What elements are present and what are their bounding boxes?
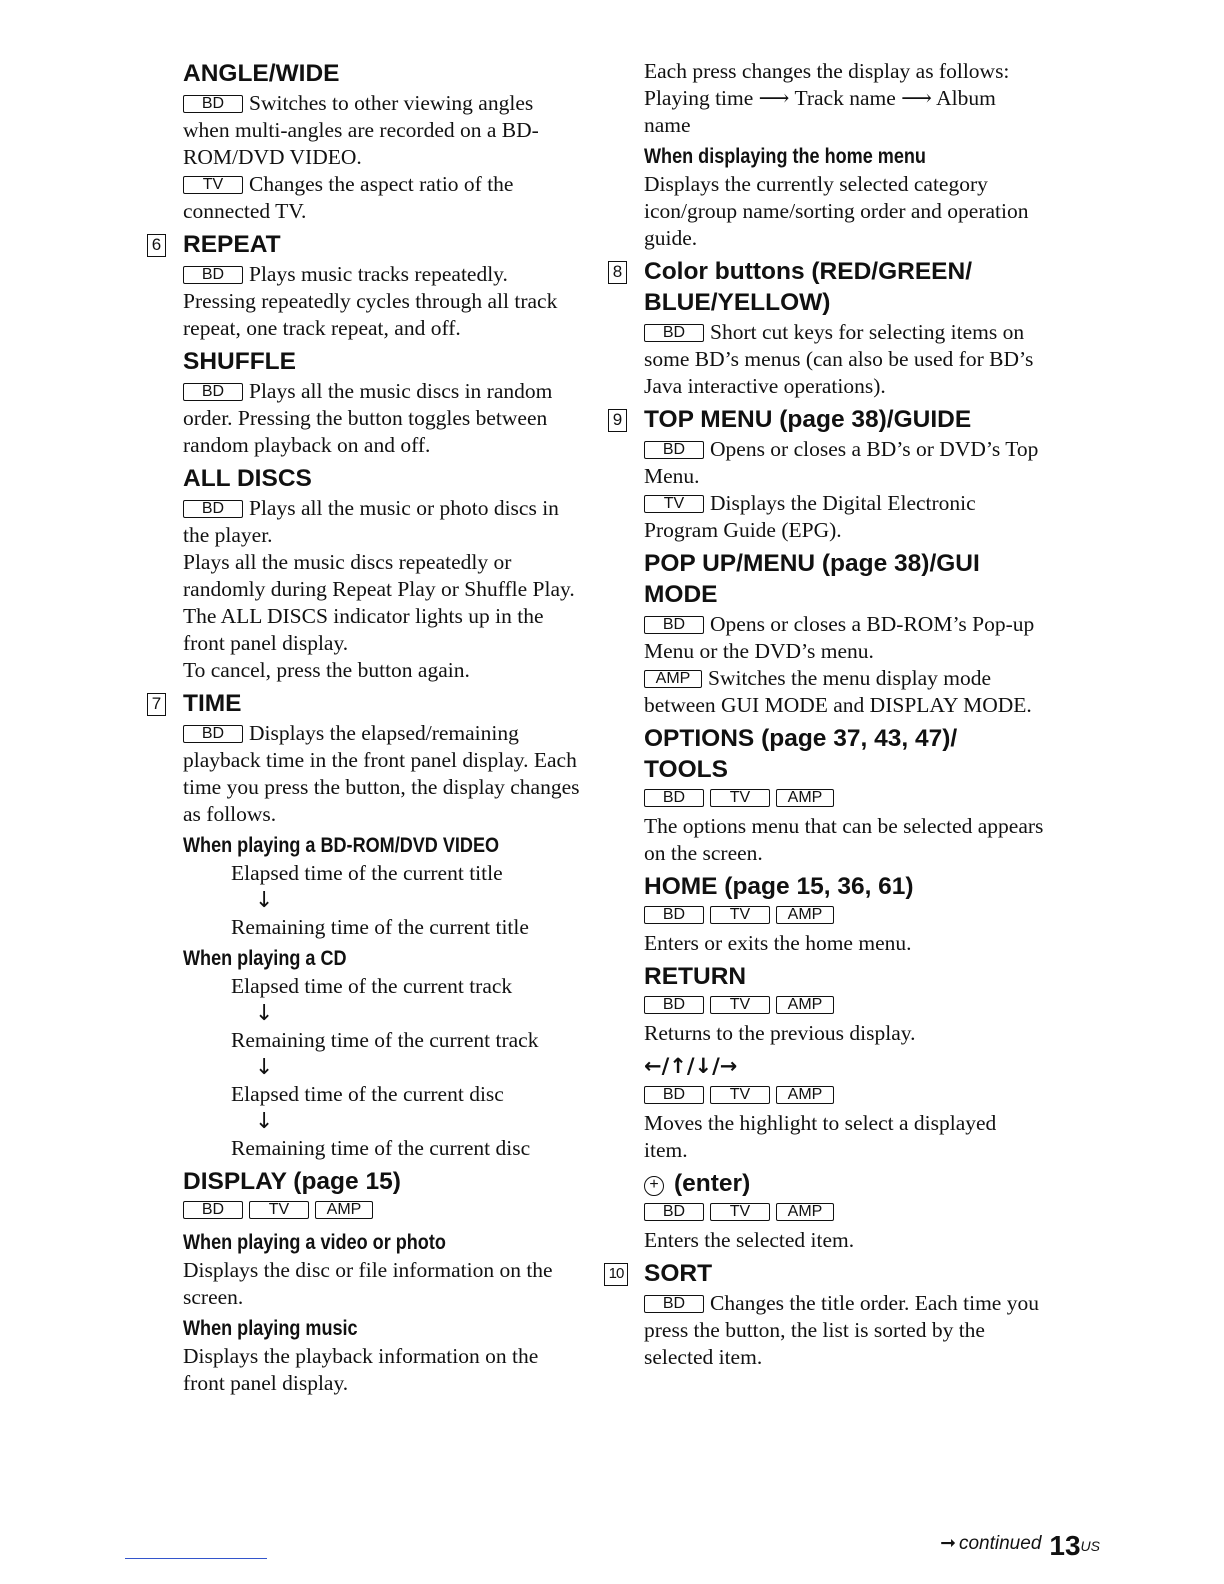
amp-badge: AMP [644, 670, 702, 688]
amp-badge: AMP [776, 1203, 834, 1221]
footer-rule [125, 1558, 267, 1559]
tv-badge: TV [710, 996, 770, 1014]
tv-badge: TV [710, 1086, 770, 1104]
return-badges [644, 993, 1044, 1020]
item-number-8: 8 [608, 261, 627, 284]
item-number-6: 6 [147, 234, 166, 257]
right-column [608, 58, 1044, 1371]
display-heading: DISPLAY (page 15) [183, 1168, 401, 1195]
all-discs-bd-text: BD Plays all the music or photo discs in the player. [183, 496, 559, 547]
item-number-9: 9 [608, 409, 627, 432]
bd-badge: BD [644, 441, 704, 459]
continued-label: continued [958, 1533, 1042, 1554]
sequence-step: Elapsed time of the current disc [231, 1082, 504, 1106]
bd-badge: BD [183, 266, 243, 284]
return-paragraph: Returns to the previous display. [644, 1021, 916, 1045]
enter-icon: + [644, 1176, 664, 1196]
sort-bd-text: BD Changes the title order. Each time you press the button, the list is sorted by the selected item. [644, 1291, 1039, 1369]
time-subheading-cd: When playing a CD [183, 947, 347, 970]
shuffle-heading: SHUFFLE [183, 348, 296, 375]
angle-wide-heading: ANGLE/WIDE [183, 60, 340, 87]
shuffle-bd-text: BD Plays all the music discs in random order. Pressing the button toggles between random playback on and off. [183, 379, 553, 457]
home-badges [644, 903, 1044, 930]
sequence-step: Remaining time of the current track [231, 1028, 539, 1052]
tv-badge: TV [183, 176, 243, 194]
amp-badge: AMP [315, 1201, 373, 1219]
tv-badge: TV [644, 495, 704, 513]
left-column [151, 58, 583, 1397]
amp-badge: AMP [776, 906, 834, 924]
all-discs-paragraph: The ALL DISCS indicator lights up in the front panel display. [183, 604, 544, 655]
time-subheading-bd: When playing a BD-ROM/DVD VIDEO [183, 834, 500, 857]
top-menu-bd-text: BD Opens or closes a BD’s or DVD’s Top Menu. [644, 437, 1039, 488]
amp-badge: AMP [776, 789, 834, 807]
tv-badge: TV [249, 1201, 309, 1219]
arrow-keys-heading: ←/↑/↓/→ [644, 1054, 738, 1078]
bd-badge: BD [644, 1203, 704, 1221]
amp-badge: AMP [776, 996, 834, 1014]
angle-wide-bd-text: BD Switches to other viewing angles when multi-angles are recorded on a BD-ROM/DVD VIDEO. [183, 91, 539, 169]
options-heading: OPTIONS (page 37, 43, 47)/ TOOLS [644, 725, 958, 783]
sequence-step: Remaining time of the current title [231, 915, 529, 939]
intro-sequence: Playing time ⟶ Track name ⟶ Album name [644, 86, 996, 137]
bd-badge: BD [644, 789, 704, 807]
bd-badge: BD [644, 1086, 704, 1104]
page-footer [940, 1530, 1100, 1562]
color-buttons-bd-text: BD Short cut keys for selecting items on some BD’s menus (can also be used for BD’s Java interactive operations). [644, 320, 1034, 398]
sequence-step: Elapsed time of the current track [231, 974, 513, 998]
bd-badge: BD [644, 1295, 704, 1313]
home-menu-paragraph: Displays the currently selected category icon/group name/sorting order and operation guide. [644, 172, 1029, 250]
home-heading: HOME (page 15, 36, 61) [644, 873, 914, 900]
time-heading: 7 TIME [183, 688, 583, 719]
all-discs-paragraph: To cancel, press the button again. [183, 658, 470, 682]
down-arrow-icon: ↓ [255, 1001, 274, 1026]
tv-badge: TV [710, 789, 770, 807]
top-menu-tv-text: TV Displays the Digital Electronic Program Guide (EPG). [644, 491, 976, 542]
arrow-keys-paragraph: Moves the highlight to select a displayed item. [644, 1111, 997, 1162]
down-arrow-icon: ↓ [255, 1109, 274, 1134]
popup-menu-heading: POP UP/MENU (page 38)/GUI MODE [644, 550, 980, 608]
down-arrow-icon: ↓ [255, 888, 274, 913]
continued-arrow-icon: ➞ [940, 1533, 956, 1554]
bd-badge: BD [644, 616, 704, 634]
display-subheading-video: When playing a video or photo [183, 1231, 446, 1254]
return-heading: RETURN [644, 963, 747, 990]
all-discs-paragraph: Plays all the music discs repeatedly or randomly during Repeat Play or Shuffle Play. [183, 550, 575, 601]
page-suffix: US [1080, 1538, 1100, 1554]
tv-badge: TV [710, 1203, 770, 1221]
down-arrow-icon: ↓ [255, 1055, 274, 1080]
time-bd-text: BD Displays the elapsed/remaining playback time in the front panel display. Each time you press the button, the display changes as follows. [183, 721, 580, 826]
item-number-10: 10 [604, 1263, 628, 1286]
options-paragraph: The options menu that can be selected appears on the screen. [644, 814, 1044, 865]
arrow-keys-badges [644, 1083, 1044, 1110]
intro-paragraph: Each press changes the display as follows: [644, 59, 1010, 83]
enter-heading: + (enter) [644, 1168, 1044, 1199]
enter-badges [644, 1200, 1044, 1227]
display-paragraph: Displays the playback information on the front panel display. [183, 1344, 539, 1395]
sort-heading: 10 SORT [644, 1258, 1044, 1289]
sequence-step: Remaining time of the current disc [231, 1136, 531, 1160]
repeat-heading: 6 REPEAT [183, 229, 583, 260]
display-paragraph: Displays the disc or file information on the screen. [183, 1258, 553, 1309]
page-number: 13 [1049, 1530, 1081, 1561]
bd-badge: BD [183, 725, 243, 743]
amp-badge: AMP [776, 1086, 834, 1104]
bd-badge: BD [183, 95, 243, 113]
bd-badge: BD [183, 383, 243, 401]
enter-paragraph: Enters the selected item. [644, 1228, 855, 1252]
bd-badge: BD [644, 996, 704, 1014]
display-subheading-music: When playing music [183, 1317, 358, 1340]
repeat-bd-text: BD Plays music tracks repeatedly. Pressing repeatedly cycles through all track repeat, one track repeat, and off. [183, 262, 558, 340]
popup-menu-amp-text: AMP Switches the menu display mode between GUI MODE and DISPLAY MODE. [644, 666, 1032, 717]
home-paragraph: Enters or exits the home menu. [644, 931, 912, 955]
options-badges [644, 786, 1044, 813]
popup-menu-bd-text: BD Opens or closes a BD-ROM’s Pop-up Menu or the DVD’s menu. [644, 612, 1035, 663]
bd-badge: BD [183, 500, 243, 518]
item-number-7: 7 [147, 693, 166, 716]
angle-wide-tv-text: TV Changes the aspect ratio of the connected TV. [183, 172, 514, 223]
tv-badge: TV [710, 906, 770, 924]
bd-badge: BD [644, 324, 704, 342]
bd-badge: BD [644, 906, 704, 924]
bd-badge: BD [183, 1201, 243, 1219]
all-discs-heading: ALL DISCS [183, 465, 312, 492]
color-buttons-heading: 8 Color buttons (RED/GREEN/ BLUE/YELLOW) [644, 256, 1044, 318]
display-badges [183, 1198, 583, 1225]
top-menu-heading: 9 TOP MENU (page 38)/GUIDE [644, 404, 1044, 435]
sequence-step: Elapsed time of the current title [231, 861, 503, 885]
home-menu-subheading: When displaying the home menu [644, 145, 926, 168]
